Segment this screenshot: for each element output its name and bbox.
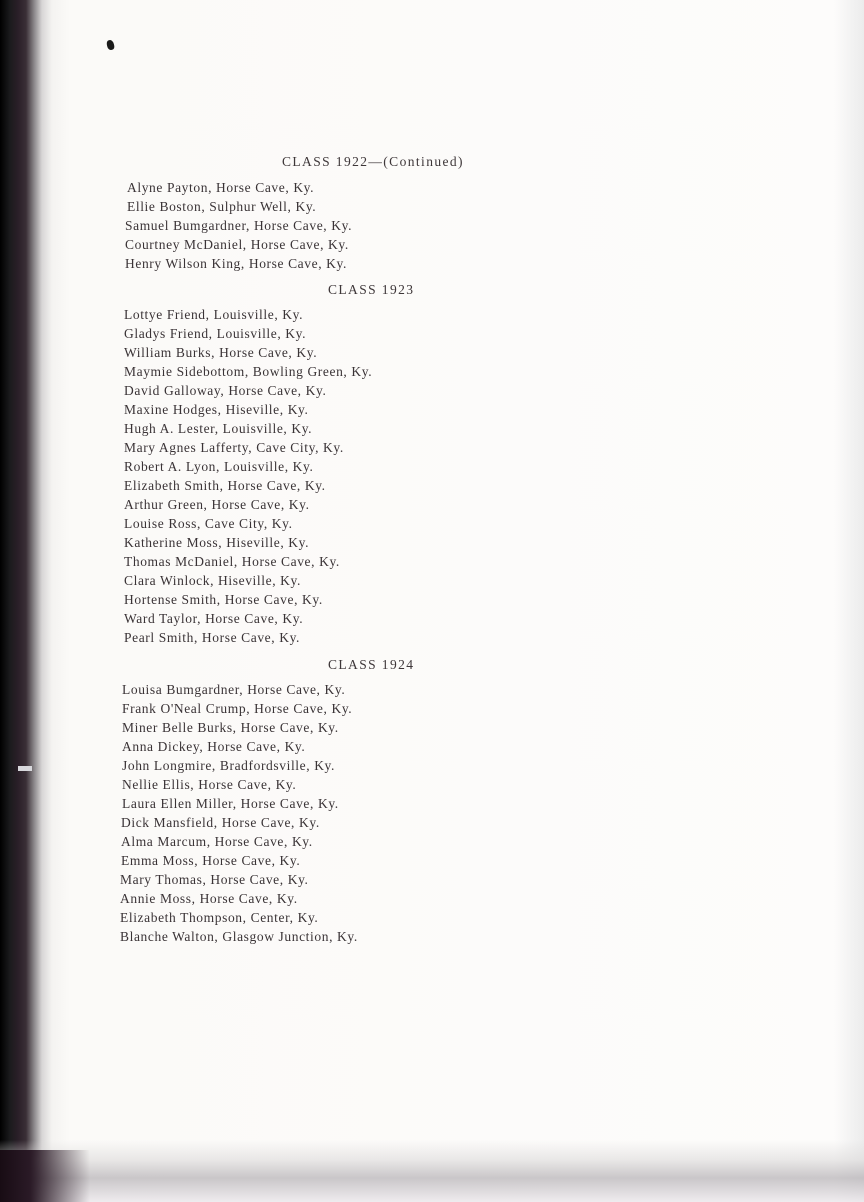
list-item: Mary Thomas, Horse Cave, Ky. [120,872,309,887]
list-item: Henry Wilson King, Horse Cave, Ky. [125,256,347,271]
list-item: Alma Marcum, Horse Cave, Ky. [121,834,313,849]
list-item: Blanche Walton, Glasgow Junction, Ky. [120,929,358,944]
list-item: Gladys Friend, Louisville, Ky. [124,326,307,341]
list-item: Elizabeth Smith, Horse Cave, Ky. [124,478,326,493]
list-item: Anna Dickey, Horse Cave, Ky. [122,739,306,754]
list-item: Alyne Payton, Horse Cave, Ky. [127,180,315,195]
list-item: Pearl Smith, Horse Cave, Ky. [124,630,301,645]
list-item: Hortense Smith, Horse Cave, Ky. [124,592,323,607]
list-item: Thomas McDaniel, Horse Cave, Ky. [124,554,340,569]
list-item: Elizabeth Thompson, Center, Ky. [120,910,319,925]
list-item: Emma Moss, Horse Cave, Ky. [121,853,301,868]
list-item: Samuel Bumgardner, Horse Cave, Ky. [125,218,353,233]
list-item: William Burks, Horse Cave, Ky. [124,345,318,360]
list-item: Clara Winlock, Hiseville, Ky. [124,573,301,588]
list-item: David Galloway, Horse Cave, Ky. [124,383,327,398]
list-item: Louisa Bumgardner, Horse Cave, Ky. [122,682,346,697]
list-item: Maxine Hodges, Hiseville, Ky. [124,402,309,417]
list-item: Katherine Moss, Hiseville, Ky. [124,535,310,550]
list-item: John Longmire, Bradfordsville, Ky. [122,758,335,773]
list-item: Nellie Ellis, Horse Cave, Ky. [122,777,297,792]
section-heading-1924: CLASS 1924 [328,657,415,672]
list-item: Mary Agnes Lafferty, Cave City, Ky. [124,440,344,455]
section-heading-1923: CLASS 1923 [328,282,415,297]
list-item: Ellie Boston, Sulphur Well, Ky. [127,199,317,214]
list-item: Maymie Sidebottom, Bowling Green, Ky. [124,364,373,379]
list-item: Lottye Friend, Louisville, Ky. [124,307,304,322]
list-item: Miner Belle Burks, Horse Cave, Ky. [122,720,339,735]
list-item: Louise Ross, Cave City, Ky. [124,516,293,531]
list-item: Ward Taylor, Horse Cave, Ky. [124,611,304,626]
list-item: Frank O'Neal Crump, Horse Cave, Ky. [122,701,353,716]
list-item: Annie Moss, Horse Cave, Ky. [120,891,298,906]
list-item: Courtney McDaniel, Horse Cave, Ky. [125,237,349,252]
list-item: Laura Ellen Miller, Horse Cave, Ky. [122,796,339,811]
section-heading-1922: CLASS 1922—(Continued) [282,154,464,169]
list-item: Arthur Green, Horse Cave, Ky. [124,497,310,512]
list-item: Hugh A. Lester, Louisville, Ky. [124,421,313,436]
list-item: Robert A. Lyon, Louisville, Ky. [124,459,314,474]
list-item: Dick Mansfield, Horse Cave, Ky. [121,815,320,830]
